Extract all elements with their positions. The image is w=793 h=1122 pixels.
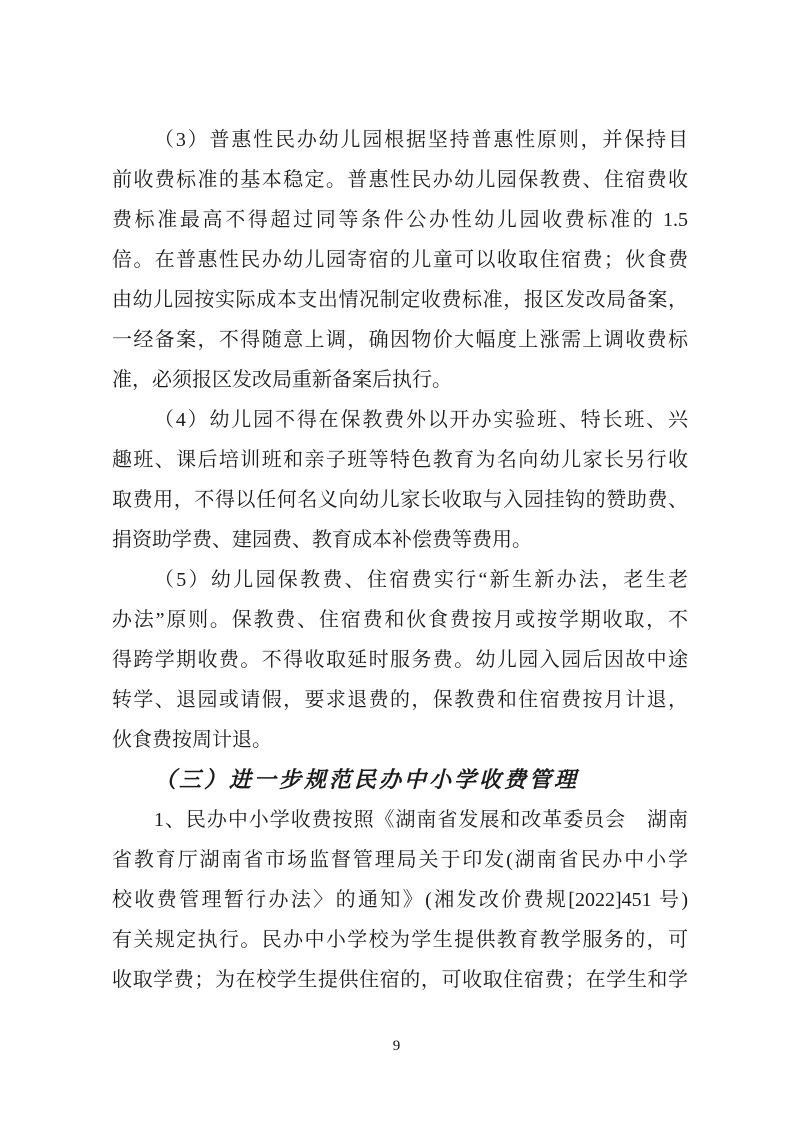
text-line: 趣班、课后培训班和亲子班等特色教育为名向幼儿家长另行收 <box>112 449 688 471</box>
text-line: 前收费标准的基本稳定。普惠性民办幼儿园保教费、住宿费收 <box>112 169 688 191</box>
para-section3-item-1 <box>112 800 688 1000</box>
text-line: 得跨学期收费。不得收取延时服务费。幼儿园入园后因故中途 <box>112 649 688 671</box>
document-body <box>112 120 688 1000</box>
text-line: （5）幼儿园保教费、住宿费实行“新生新办法，老生老 <box>154 569 688 591</box>
section-heading-3 <box>112 760 688 800</box>
text-line: 转学、退园或请假，要求退费的，保教费和住宿费按月计退， <box>112 689 688 711</box>
text-line: 校收费管理暂行办法〉的通知》(湘发改价费规[2022]451 号) <box>112 889 688 911</box>
text-line: 一经备案，不得随意上调，确因物价大幅度上涨需上调收费标 <box>112 329 688 351</box>
para-item-3 <box>112 120 688 400</box>
text-line: 省教育厅湖南省市场监督管理局关于印发(湖南省民办中小学 <box>112 849 688 871</box>
text-line: 费标准最高不得超过同等条件公办性幼儿园收费标准的 1.5 <box>112 209 688 231</box>
text-line: （4）幼儿园不得在保教费外以开办实验班、特长班、兴 <box>154 409 688 431</box>
text-line: 办法”原则。保教费、住宿费和伙食费按月或按学期收取，不 <box>112 609 688 631</box>
para-item-4 <box>112 400 688 560</box>
text-line: 取费用，不得以任何名义向幼儿家长收取与入园挂钩的赞助费、 <box>112 489 688 511</box>
text-line: 准，必须报区发改局重新备案后执行。 <box>112 369 452 391</box>
para-item-5 <box>112 560 688 760</box>
text-line: 伙食费按周计退。 <box>112 729 272 751</box>
text-line: 收取学费；为在校学生提供住宿的，可收取住宿费；在学生和学 <box>112 969 688 991</box>
text-line: 由幼儿园按实际成本支出情况制定收费标准，报区发改局备案， <box>112 289 688 311</box>
text-line: 1、民办中小学收费按照《湖南省发展和改革委员会 湖南 <box>154 809 688 831</box>
page-number: 9 <box>392 1038 401 1054</box>
text-line: （3）普惠性民办幼儿园根据坚持普惠性原则，并保持目 <box>154 129 688 151</box>
text-line: 捐资助学费、建园费、教育成本补偿费等费用。 <box>112 529 532 551</box>
text-line: 有关规定执行。民办中小学校为学生提供教育教学服务的，可 <box>112 929 688 951</box>
text-line: 倍。在普惠性民办幼儿园寄宿的儿童可以收取住宿费；伙食费 <box>112 249 688 271</box>
section-heading-text: （三）进一步规范民办中小学收费管理 <box>154 767 580 792</box>
